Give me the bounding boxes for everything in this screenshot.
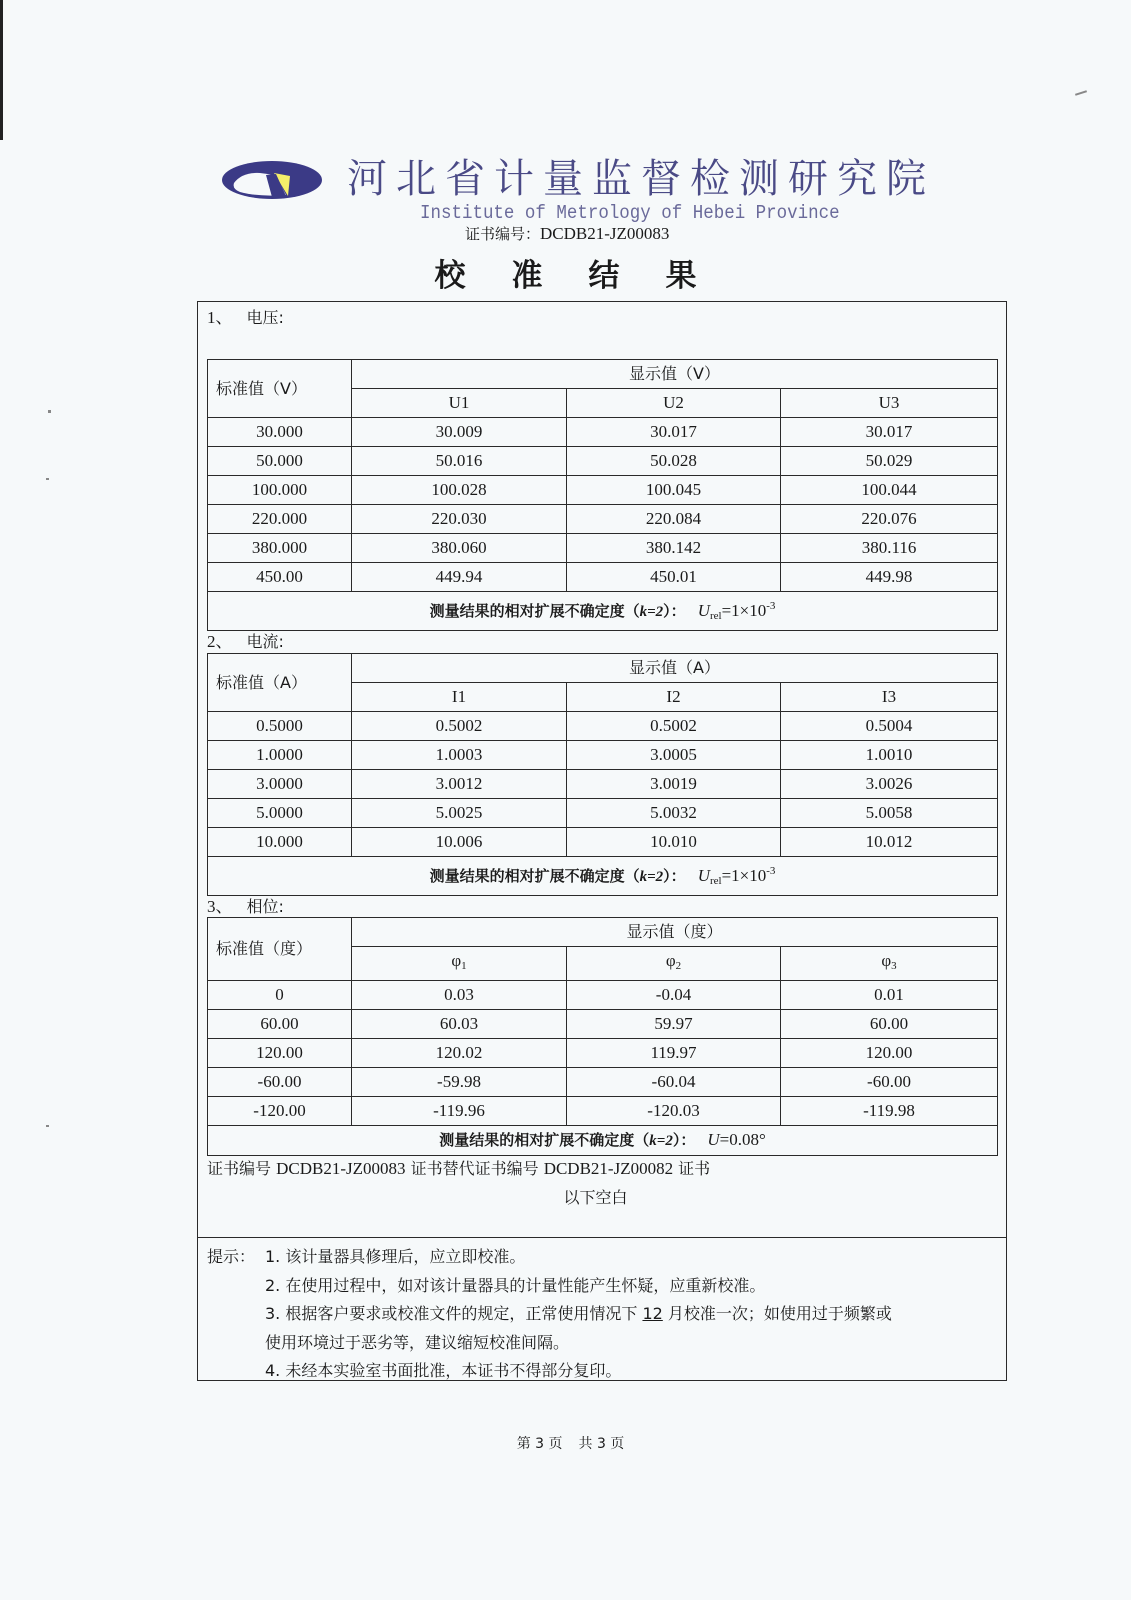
institute-logo-icon xyxy=(220,159,324,201)
display-value-cell: 0.5004 xyxy=(781,712,998,741)
uncertainty-symbol: U xyxy=(697,866,710,885)
table-row xyxy=(208,799,998,828)
table-row xyxy=(208,828,998,857)
uncertainty-symbol: U xyxy=(697,601,710,620)
display-value-cell: 0.03 xyxy=(352,981,567,1010)
display-value-cell: 120.02 xyxy=(352,1039,567,1068)
channel-symbol: φ xyxy=(665,951,676,970)
tip-item-3-continued: 使用环境过于恶劣等，建议缩短校准间隔。 xyxy=(265,1332,570,1352)
section-title: 电流: xyxy=(246,632,284,651)
section-title: 电压: xyxy=(246,308,284,327)
scan-speck xyxy=(48,410,51,413)
table-row xyxy=(208,534,998,563)
display-value-cell: 3.0012 xyxy=(352,770,567,799)
table-row xyxy=(208,770,998,799)
uncertainty-text: 测量结果的相对扩展不确定度（ xyxy=(429,867,640,885)
channel-header: U3 xyxy=(781,389,998,418)
standard-value-cell: 30.000 xyxy=(208,418,352,447)
current-table xyxy=(207,653,998,896)
standard-value-cell: 220.000 xyxy=(208,505,352,534)
channel-header xyxy=(781,947,998,981)
note-text: 证书编号 xyxy=(207,1159,277,1178)
uncertainty-text: 测量结果的相对扩展不确定度（ xyxy=(439,1131,650,1149)
standard-value-cell: -60.00 xyxy=(208,1068,352,1097)
uncertainty-subscript: rel xyxy=(709,875,722,887)
channel-symbol: φ xyxy=(451,951,462,970)
coverage-factor: k=2 xyxy=(639,869,664,885)
display-value-cell: 30.017 xyxy=(567,418,781,447)
coverage-factor: k=2 xyxy=(639,604,664,620)
letterhead xyxy=(0,150,1131,230)
standard-value-header: 标准值（V） xyxy=(208,360,352,418)
display-value-cell: 10.012 xyxy=(781,828,998,857)
display-value-cell: 60.00 xyxy=(781,1010,998,1039)
display-value-cell: 59.97 xyxy=(567,1010,781,1039)
institute-name-en: Institute of Metrology of Hebei Province xyxy=(420,202,840,224)
display-value-header: 显示值（度） xyxy=(352,918,998,947)
channel-header: U2 xyxy=(567,389,781,418)
display-value-cell: 5.0058 xyxy=(781,799,998,828)
uncertainty-value xyxy=(698,601,776,620)
scan-speck xyxy=(1075,90,1087,96)
table-row xyxy=(208,447,998,476)
tip-item-4: 4. 未经本实验室书面批准，本证书不得部分复印。 xyxy=(265,1361,622,1380)
uncertainty-value xyxy=(698,866,776,885)
certificate-number-label: 证书编号： xyxy=(465,225,541,243)
display-value-cell: 5.0025 xyxy=(352,799,567,828)
channel-subscript: 3 xyxy=(891,960,897,972)
channel-header: I2 xyxy=(567,683,781,712)
display-value-cell: 220.084 xyxy=(567,505,781,534)
display-value-cell: 100.044 xyxy=(781,476,998,505)
uncertainty-row xyxy=(208,592,998,631)
uncertainty-subscript: rel xyxy=(709,610,722,622)
tip-text: 3. 根据客户要求或校准文件的规定，正常使用情况下 xyxy=(265,1304,643,1323)
standard-value-cell: 0 xyxy=(208,981,352,1010)
section-number: 2、 xyxy=(207,632,233,651)
new-certificate-number: DCDB21-JZ00083 xyxy=(276,1159,406,1178)
display-value-cell: 50.028 xyxy=(567,447,781,476)
uncertainty-row xyxy=(208,857,998,896)
display-value-cell: 380.060 xyxy=(352,534,567,563)
uncertainty-text: ）： xyxy=(672,1131,696,1149)
scan-edge xyxy=(0,0,3,140)
uncertainty-cell xyxy=(208,857,998,896)
replaced-certificate-number: DCDB21-JZ00082 xyxy=(543,1159,674,1178)
standard-value-cell: 10.000 xyxy=(208,828,352,857)
voltage-table xyxy=(207,359,998,631)
note-text: 证书 xyxy=(673,1159,711,1178)
standard-value-cell: 380.000 xyxy=(208,534,352,563)
standard-value-cell: -120.00 xyxy=(208,1097,352,1126)
uncertainty-number: =1×10 xyxy=(721,866,767,885)
section-number: 3、 xyxy=(207,897,233,916)
uncertainty-text: ）： xyxy=(663,602,686,620)
display-value-cell: 1.0003 xyxy=(352,741,567,770)
display-value-header: 显示值（V） xyxy=(352,360,998,389)
page-total: 共 3 页 xyxy=(578,1436,625,1452)
standard-value-cell: 5.0000 xyxy=(208,799,352,828)
calibration-interval: 12 xyxy=(642,1304,663,1323)
display-value-cell: 100.028 xyxy=(352,476,567,505)
uncertainty-cell xyxy=(208,1126,998,1156)
standard-value-cell: 120.00 xyxy=(208,1039,352,1068)
coverage-factor: k=2 xyxy=(649,1133,673,1149)
display-value-cell: 3.0019 xyxy=(567,770,781,799)
standard-value-cell: 50.000 xyxy=(208,447,352,476)
display-value-cell: 10.006 xyxy=(352,828,567,857)
table-row xyxy=(208,712,998,741)
uncertainty-number: =1×10 xyxy=(721,601,767,620)
section-current-label xyxy=(207,627,284,652)
uncertainty-cell xyxy=(208,592,998,631)
section-number: 1、 xyxy=(207,308,233,327)
display-value-cell: -120.03 xyxy=(567,1097,781,1126)
display-value-cell: 0.5002 xyxy=(352,712,567,741)
display-value-cell: -0.04 xyxy=(567,981,781,1010)
section-phase-label xyxy=(207,892,284,917)
channel-header xyxy=(352,947,567,981)
section-voltage-label xyxy=(207,303,284,328)
table-row xyxy=(208,505,998,534)
tip-item-1: 1. 该计量器具修理后，应立即校准。 xyxy=(265,1247,526,1266)
table-row xyxy=(208,1097,998,1126)
standard-value-cell: 1.0000 xyxy=(208,741,352,770)
table-row xyxy=(208,981,998,1010)
certificate-number xyxy=(465,223,669,244)
display-value-cell: 10.010 xyxy=(567,828,781,857)
display-value-cell: 5.0032 xyxy=(567,799,781,828)
replacement-note xyxy=(207,1156,710,1179)
display-value-cell: 449.94 xyxy=(352,563,567,592)
channel-header: I3 xyxy=(781,683,998,712)
page-number: 第 3 页 xyxy=(516,1436,563,1452)
channel-symbol: φ xyxy=(881,951,892,970)
standard-value-header: 标准值（度） xyxy=(208,918,352,981)
blank-below-note: 以下空白 xyxy=(563,1188,628,1207)
standard-value-cell: 0.5000 xyxy=(208,712,352,741)
display-value-cell: 3.0026 xyxy=(781,770,998,799)
section-title: 相位: xyxy=(246,897,284,916)
display-value-cell: -119.96 xyxy=(352,1097,567,1126)
certificate-number-value: DCDB21-JZ00083 xyxy=(540,224,670,243)
display-value-cell: 0.01 xyxy=(781,981,998,1010)
display-value-cell: 450.01 xyxy=(567,563,781,592)
uncertainty-exponent: -3 xyxy=(766,865,776,877)
standard-value-header: 标准值（A） xyxy=(208,654,352,712)
tip-item-3 xyxy=(265,1300,892,1329)
scan-speck xyxy=(46,1125,49,1127)
standard-value-cell: 100.000 xyxy=(208,476,352,505)
standard-value-cell: 60.00 xyxy=(208,1010,352,1039)
display-value-cell: 1.0010 xyxy=(781,741,998,770)
display-value-cell: 380.142 xyxy=(567,534,781,563)
display-value-cell: 120.00 xyxy=(781,1039,998,1068)
table-row xyxy=(208,1010,998,1039)
display-value-cell: 30.017 xyxy=(781,418,998,447)
display-value-cell: 119.97 xyxy=(567,1039,781,1068)
tip-item-2: 2. 在使用过程中，如对该计量器具的计量性能产生怀疑，应重新校准。 xyxy=(265,1275,766,1295)
tips-divider xyxy=(197,1237,1007,1238)
header-row xyxy=(208,654,998,683)
uncertainty-exponent: -3 xyxy=(766,600,776,612)
uncertainty-text: 测量结果的相对扩展不确定度（ xyxy=(429,602,640,620)
display-value-cell: 30.009 xyxy=(352,418,567,447)
display-value-cell: 220.030 xyxy=(352,505,567,534)
header-row xyxy=(208,360,998,389)
page-footer xyxy=(0,1433,1131,1453)
display-value-cell: 449.98 xyxy=(781,563,998,592)
standard-value-cell: 3.0000 xyxy=(208,770,352,799)
display-value-cell: 100.045 xyxy=(567,476,781,505)
display-value-cell: 60.03 xyxy=(352,1010,567,1039)
display-value-cell: -60.00 xyxy=(781,1068,998,1097)
table-row xyxy=(208,418,998,447)
tip-text: 月校准一次；如使用过于频繁或 xyxy=(662,1304,892,1323)
uncertainty-symbol: U xyxy=(707,1130,720,1149)
phase-table xyxy=(207,917,998,1156)
scan-speck xyxy=(46,478,49,480)
channel-header xyxy=(567,947,781,981)
display-value-cell: 50.016 xyxy=(352,447,567,476)
channel-header: U1 xyxy=(352,389,567,418)
table-row xyxy=(208,563,998,592)
display-value-cell: -59.98 xyxy=(352,1068,567,1097)
channel-header: I1 xyxy=(352,683,567,712)
display-value-cell: -60.04 xyxy=(567,1068,781,1097)
display-value-cell: 3.0005 xyxy=(567,741,781,770)
channel-subscript: 1 xyxy=(461,960,467,972)
display-value-cell: 0.5002 xyxy=(567,712,781,741)
display-value-cell: -119.98 xyxy=(781,1097,998,1126)
institute-name-cn: 河北省计量监督检测研究院 xyxy=(347,156,935,202)
display-value-cell: 50.029 xyxy=(781,447,998,476)
uncertainty-number: =0.08° xyxy=(719,1130,766,1149)
uncertainty-text: ）： xyxy=(663,867,686,885)
table-row xyxy=(208,476,998,505)
page-title: 校准结果 xyxy=(434,258,743,294)
display-value-cell: 380.116 xyxy=(781,534,998,563)
note-text: 证书替代证书编号 xyxy=(405,1159,544,1178)
header-row xyxy=(208,918,998,947)
display-value-header: 显示值（A） xyxy=(352,654,998,683)
channel-subscript: 2 xyxy=(675,960,682,972)
uncertainty-value xyxy=(707,1130,765,1149)
display-value-cell: 220.076 xyxy=(781,505,998,534)
table-row xyxy=(208,1039,998,1068)
uncertainty-row xyxy=(208,1126,998,1156)
table-row xyxy=(208,741,998,770)
tips-label: 提示： xyxy=(207,1247,256,1266)
table-row xyxy=(208,1068,998,1097)
standard-value-cell: 450.00 xyxy=(208,563,352,592)
